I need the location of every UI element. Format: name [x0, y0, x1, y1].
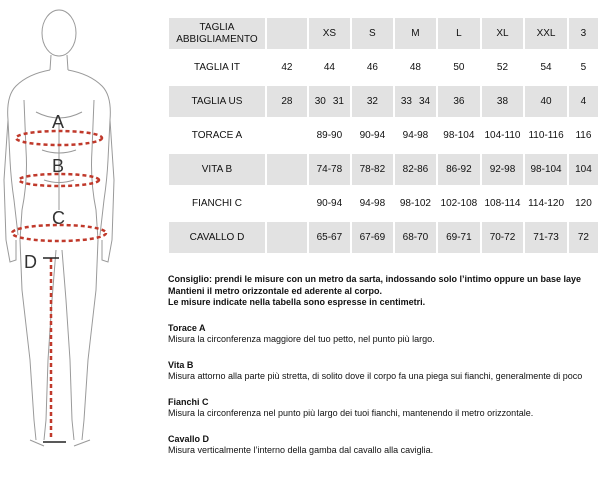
table-row — [169, 154, 598, 185]
table-cell — [267, 154, 307, 185]
table-cell: 69-71 — [438, 222, 480, 253]
table-cell: 92-98 — [482, 154, 524, 185]
table-cell: 54 — [525, 52, 567, 83]
table-cell: 78-82 — [352, 154, 393, 185]
table-cell: 98-104 — [525, 154, 567, 185]
table-cell: 52 — [482, 52, 524, 83]
table-cell: 102-108 — [438, 188, 480, 219]
tip-line: Mantieni il metro orizzontale ed aderente al corpo. — [168, 285, 383, 296]
table-cell — [267, 18, 307, 49]
table-cell: L — [438, 18, 480, 49]
table-cell: 65-67 — [309, 222, 350, 253]
table-cell: 104-110 — [482, 120, 524, 151]
row-header: TAGLIA IT — [169, 52, 265, 83]
table-row — [169, 18, 598, 49]
body-measurement-figure — [0, 0, 160, 480]
section-text-chest: Misura la circonferenza maggiore del tuo petto, nel punto più largo. — [168, 334, 435, 344]
table-cell: 114-120 — [525, 188, 567, 219]
table-cell: 42 — [267, 52, 307, 83]
section-title-chest: Torace A — [168, 322, 206, 333]
table-cell: 38 — [482, 86, 524, 117]
table-cell: 89-90 — [309, 120, 350, 151]
label-c: C — [52, 208, 65, 228]
table-row — [169, 120, 598, 151]
table-cell: 28 — [267, 86, 307, 117]
table-row — [169, 188, 598, 219]
table-cell: 67-69 — [352, 222, 393, 253]
row-header: FIANCHI C — [169, 188, 265, 219]
table-cell: 90-94 — [309, 188, 350, 219]
table-cell: 120 — [569, 188, 598, 219]
table-row — [169, 52, 598, 83]
table-cell: 71-73 — [525, 222, 567, 253]
table-cell: 36 — [438, 86, 480, 117]
table-row — [169, 86, 598, 117]
table-cell: 108-114 — [482, 188, 524, 219]
measurement-notes — [168, 274, 600, 457]
table-row — [169, 222, 598, 253]
table-cell — [267, 222, 307, 253]
table-cell: 86-92 — [438, 154, 480, 185]
row-header: CAVALLO D — [169, 222, 265, 253]
table-cell: 90-94 — [352, 120, 393, 151]
section-text-hips: Misura la circonferenza nel punto più largo dei tuoi fianchi, mantenendo il metro orizzontale. — [168, 408, 534, 418]
size-chart-table — [167, 15, 600, 256]
section-text-inseam: Misura verticalmente l’interno della gamba dal cavallo alla caviglia. — [168, 445, 434, 455]
table-cell: 94-98 — [395, 120, 436, 151]
table-cell — [267, 120, 307, 151]
table-cell: 68-70 — [395, 222, 436, 253]
table-cell: 72 — [569, 222, 598, 253]
table-cell: 40 — [525, 86, 567, 117]
row-header: VITA B — [169, 154, 265, 185]
table-cell: 70-72 — [482, 222, 524, 253]
table-cell: 82-86 — [395, 154, 436, 185]
table-cell: S — [352, 18, 393, 49]
table-cell: 46 — [352, 52, 393, 83]
section-text-waist: Misura attorno alla parte più stretta, di solito dove il corpo fa una piega sui fianchi, generalmente di poco — [168, 371, 583, 381]
table-cell: 32 — [352, 86, 393, 117]
table-cell: 50 — [438, 52, 480, 83]
table-cell: M — [395, 18, 436, 49]
section-title-inseam: Cavallo D — [168, 433, 210, 444]
tip-line: Consiglio: prendi le misure con un metro da sarta, indossando solo l’intimo oppure un base laye — [168, 274, 582, 284]
section-title-hips: Fianchi C — [168, 396, 209, 407]
table-cell: XL — [482, 18, 524, 49]
table-cell: 104 — [569, 154, 598, 185]
row-header: TAGLIA ABBIGLIAMENTO — [169, 18, 265, 49]
table-cell: 44 — [309, 52, 350, 83]
table-cell: 33 34 — [395, 86, 436, 117]
table-cell: 4 — [569, 86, 598, 117]
table-cell: XS — [309, 18, 350, 49]
table-cell — [267, 188, 307, 219]
label-d: D — [24, 252, 37, 272]
section-title-waist: Vita B — [168, 359, 194, 370]
table-cell: 94-98 — [352, 188, 393, 219]
row-header: TAGLIA US — [169, 86, 265, 117]
table-cell: 3 — [569, 18, 598, 49]
table-cell: 116 — [569, 120, 598, 151]
label-b: B — [52, 156, 65, 176]
table-cell: 74-78 — [309, 154, 350, 185]
label-a: A — [52, 112, 65, 132]
row-header: TORACE A — [169, 120, 265, 151]
tip-line: Le misure indicate nella tabella sono espresse in centimetri. — [168, 297, 426, 307]
table-cell: 98-102 — [395, 188, 436, 219]
table-cell: XXL — [525, 18, 567, 49]
table-cell: 48 — [395, 52, 436, 83]
table-cell: 98-104 — [438, 120, 480, 151]
table-cell: 110-116 — [525, 120, 567, 151]
table-cell: 30 31 — [309, 86, 350, 117]
table-cell: 5 — [569, 52, 598, 83]
